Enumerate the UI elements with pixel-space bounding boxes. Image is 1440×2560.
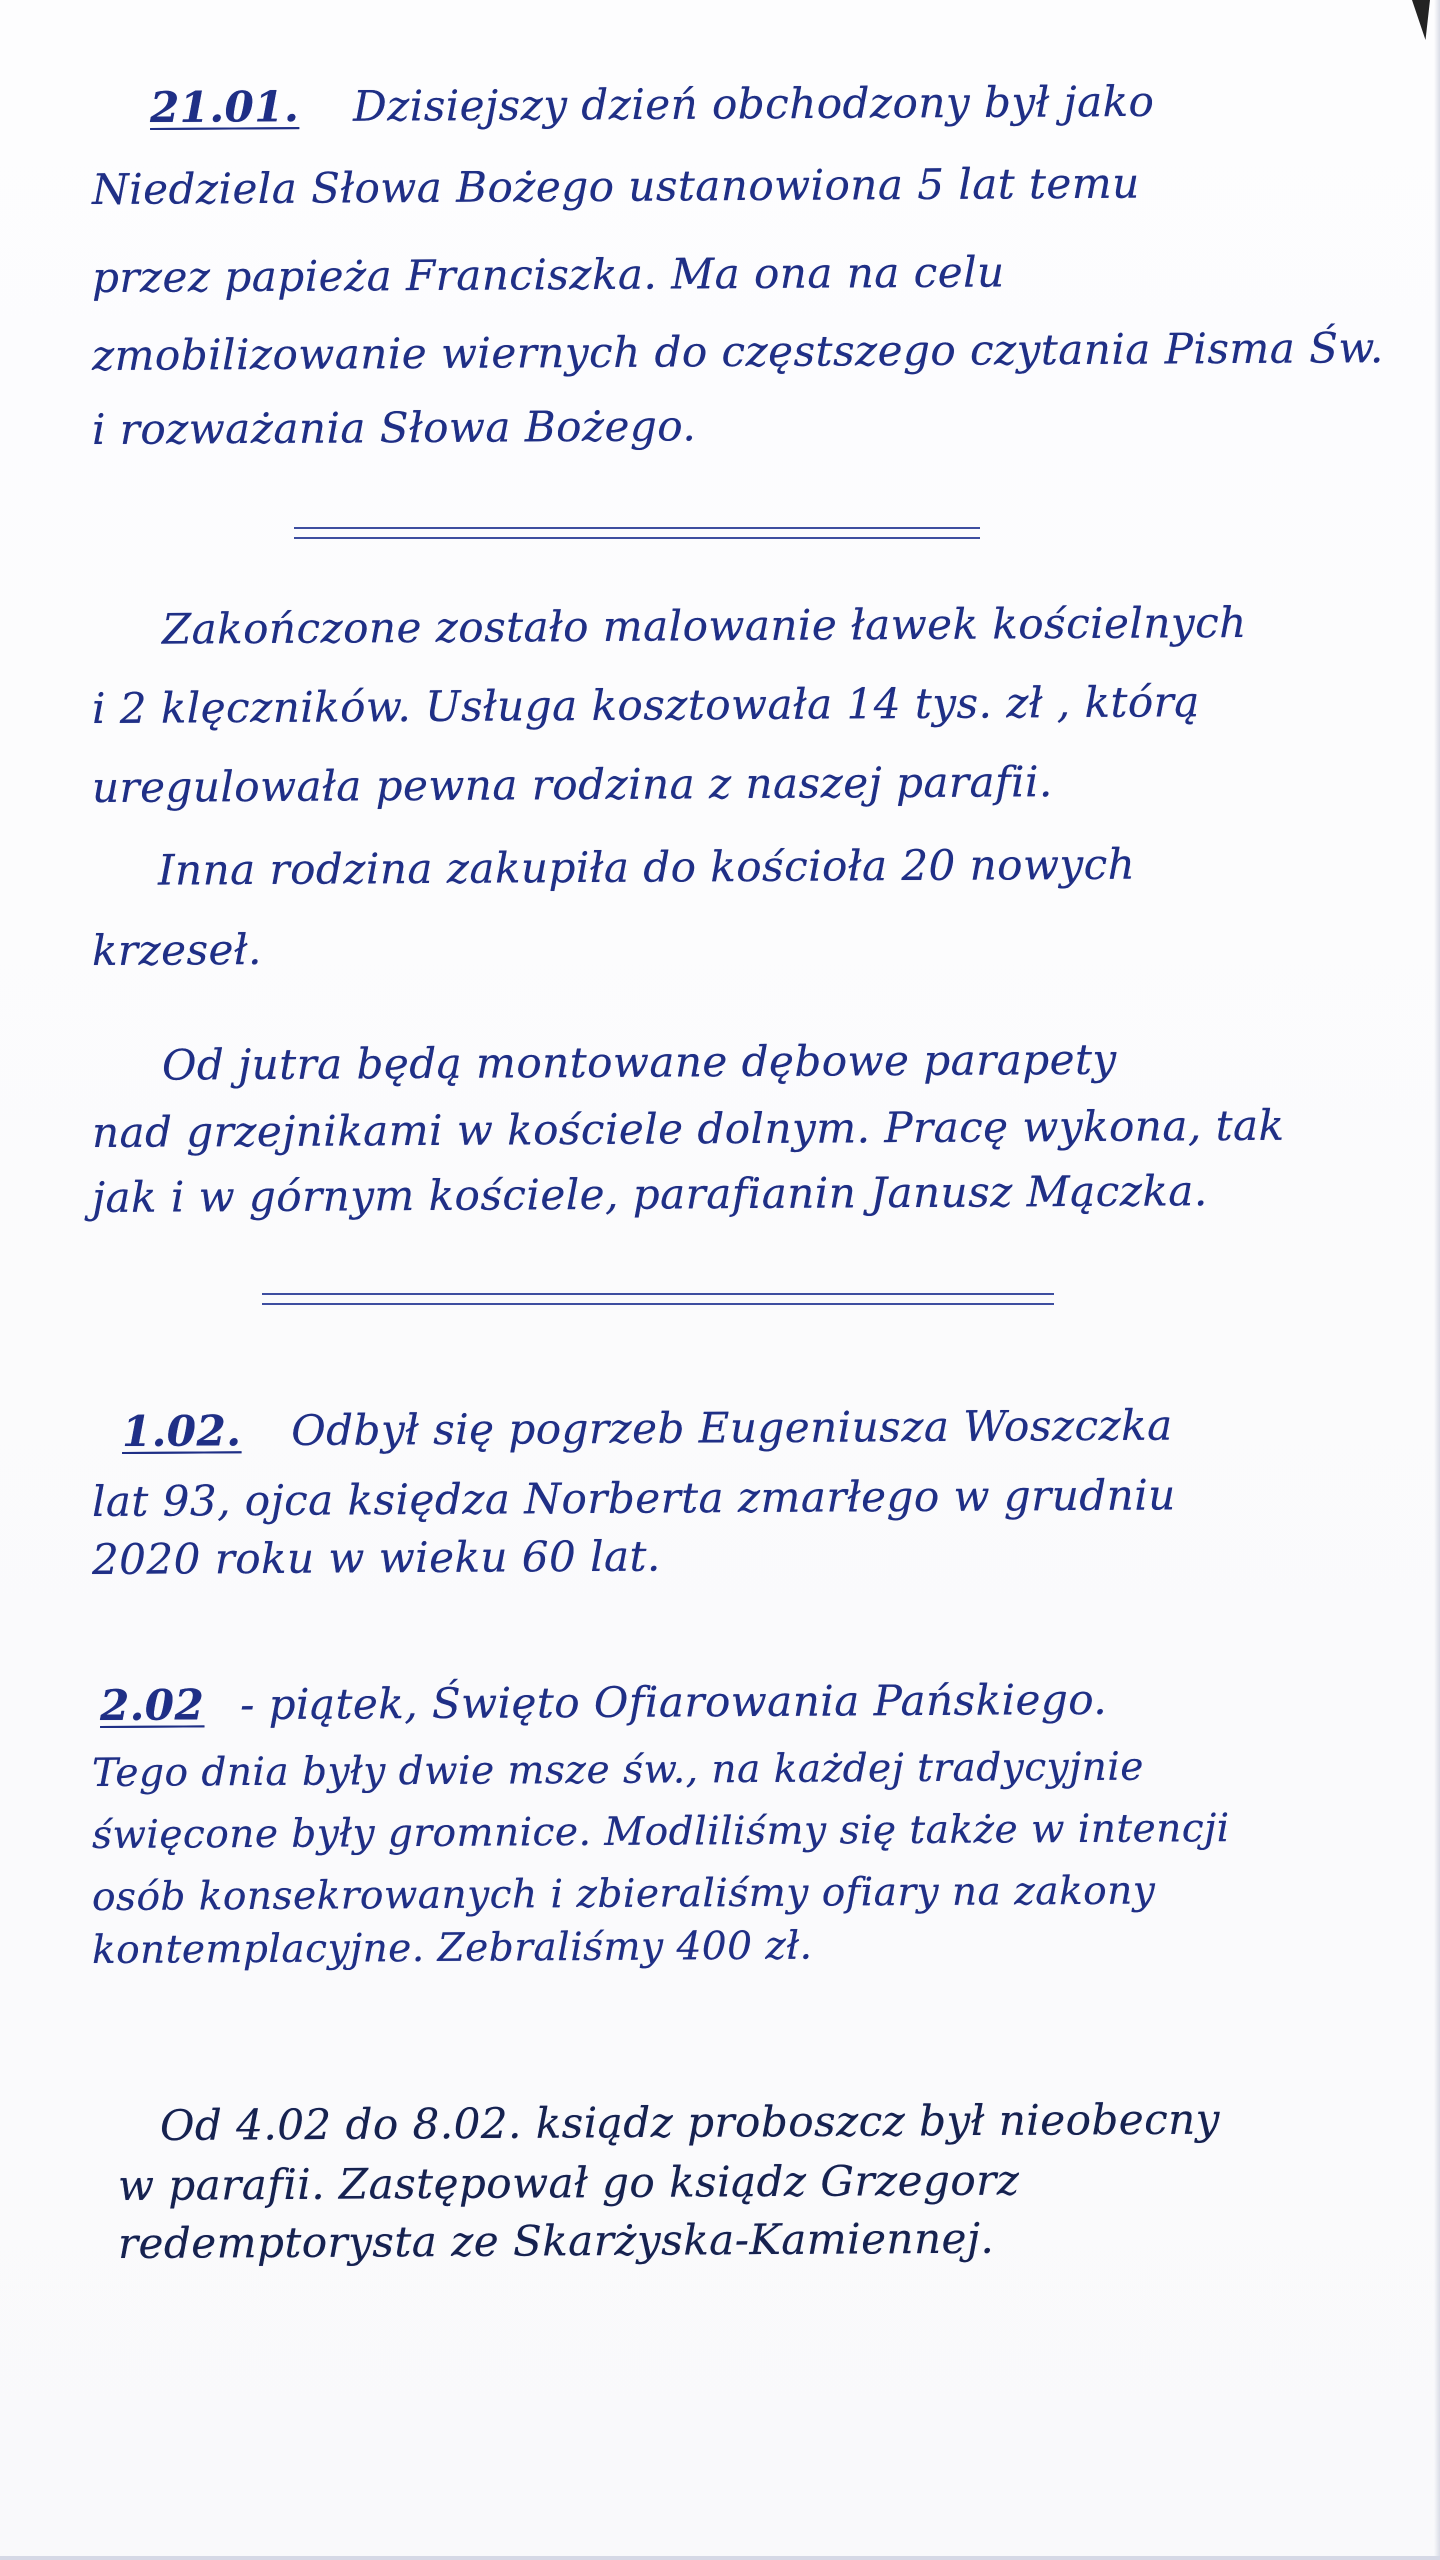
entry-line: w parafii. Zastępował go ksiądz Grzegorz (117, 2155, 1020, 2210)
entry-date: 21.01. (149, 82, 300, 132)
entry-line: Tego dnia były dwie msze św., na każdej tradycyjnie (91, 1744, 1145, 1796)
entry-line: Inna rodzina zakupiła do kościoła 20 nowych (157, 839, 1136, 895)
entry-text: Dzisiejszy dzień obchodzony był jako (352, 76, 1155, 131)
entry-line: Zakończone zostało malowanie ławek kościelnych (161, 597, 1247, 654)
entry-line: jak i w górnym kościele, parafianin Janusz Mączka. (91, 1166, 1208, 1222)
entry-line: lat 93, ojca księdza Norberta zmarłego w grudniu (91, 1470, 1176, 1526)
entry-line: święcone były gromnice. Modliliśmy się także w intencji (91, 1806, 1230, 1858)
entry-line: Od 4.02 do 8.02. ksiądz proboszcz był nieobecny (159, 2094, 1221, 2150)
entry-line: osób konsekrowanych i zbieraliśmy ofiary na zakony (91, 1868, 1156, 1920)
entry-line: krzeseł. (91, 924, 263, 975)
entry-text: - piątek, Święto Ofiarowania Pańskiego. (240, 1674, 1108, 1730)
page-bottom-edge (0, 2556, 1440, 2560)
entry-line: i rozważania Słowa Bożego. (91, 401, 697, 454)
entry-date: 2.02 (99, 1680, 205, 1730)
entry-date: 1.02. (121, 1406, 242, 1456)
entry-line: kontemplacyjne. Zebraliśmy 400 zł. (91, 1923, 813, 1973)
entry-line: uregulowała pewna rodzina z naszej parafii. (91, 757, 1053, 812)
entry-line: 2020 roku w wieku 60 lat. (91, 1531, 661, 1584)
entry-line: i 2 klęczników. Usługa kosztowała 14 tys. zł , którą (91, 677, 1200, 733)
entry-line: redemptorysta ze Skarżyska-Kamiennej. (117, 2213, 995, 2268)
entry-line: nad grzejnikami w kościele dolnym. Pracę wykona, tak (91, 1100, 1285, 1157)
entry-text: Odbył się pogrzeb Eugeniusza Woszczka (291, 1400, 1173, 1455)
entry-line: Od jutra będą montowane dębowe parapety (161, 1034, 1117, 1090)
entry-line: Niedziela Słowa Bożego ustanowiona 5 lat temu (91, 158, 1140, 214)
entry-line: przez papieża Franciszka. Ma ona na celu (91, 247, 1005, 302)
entry-line: zmobilizowanie wiernych do częstszego czytania Pisma Św. (91, 323, 1384, 380)
